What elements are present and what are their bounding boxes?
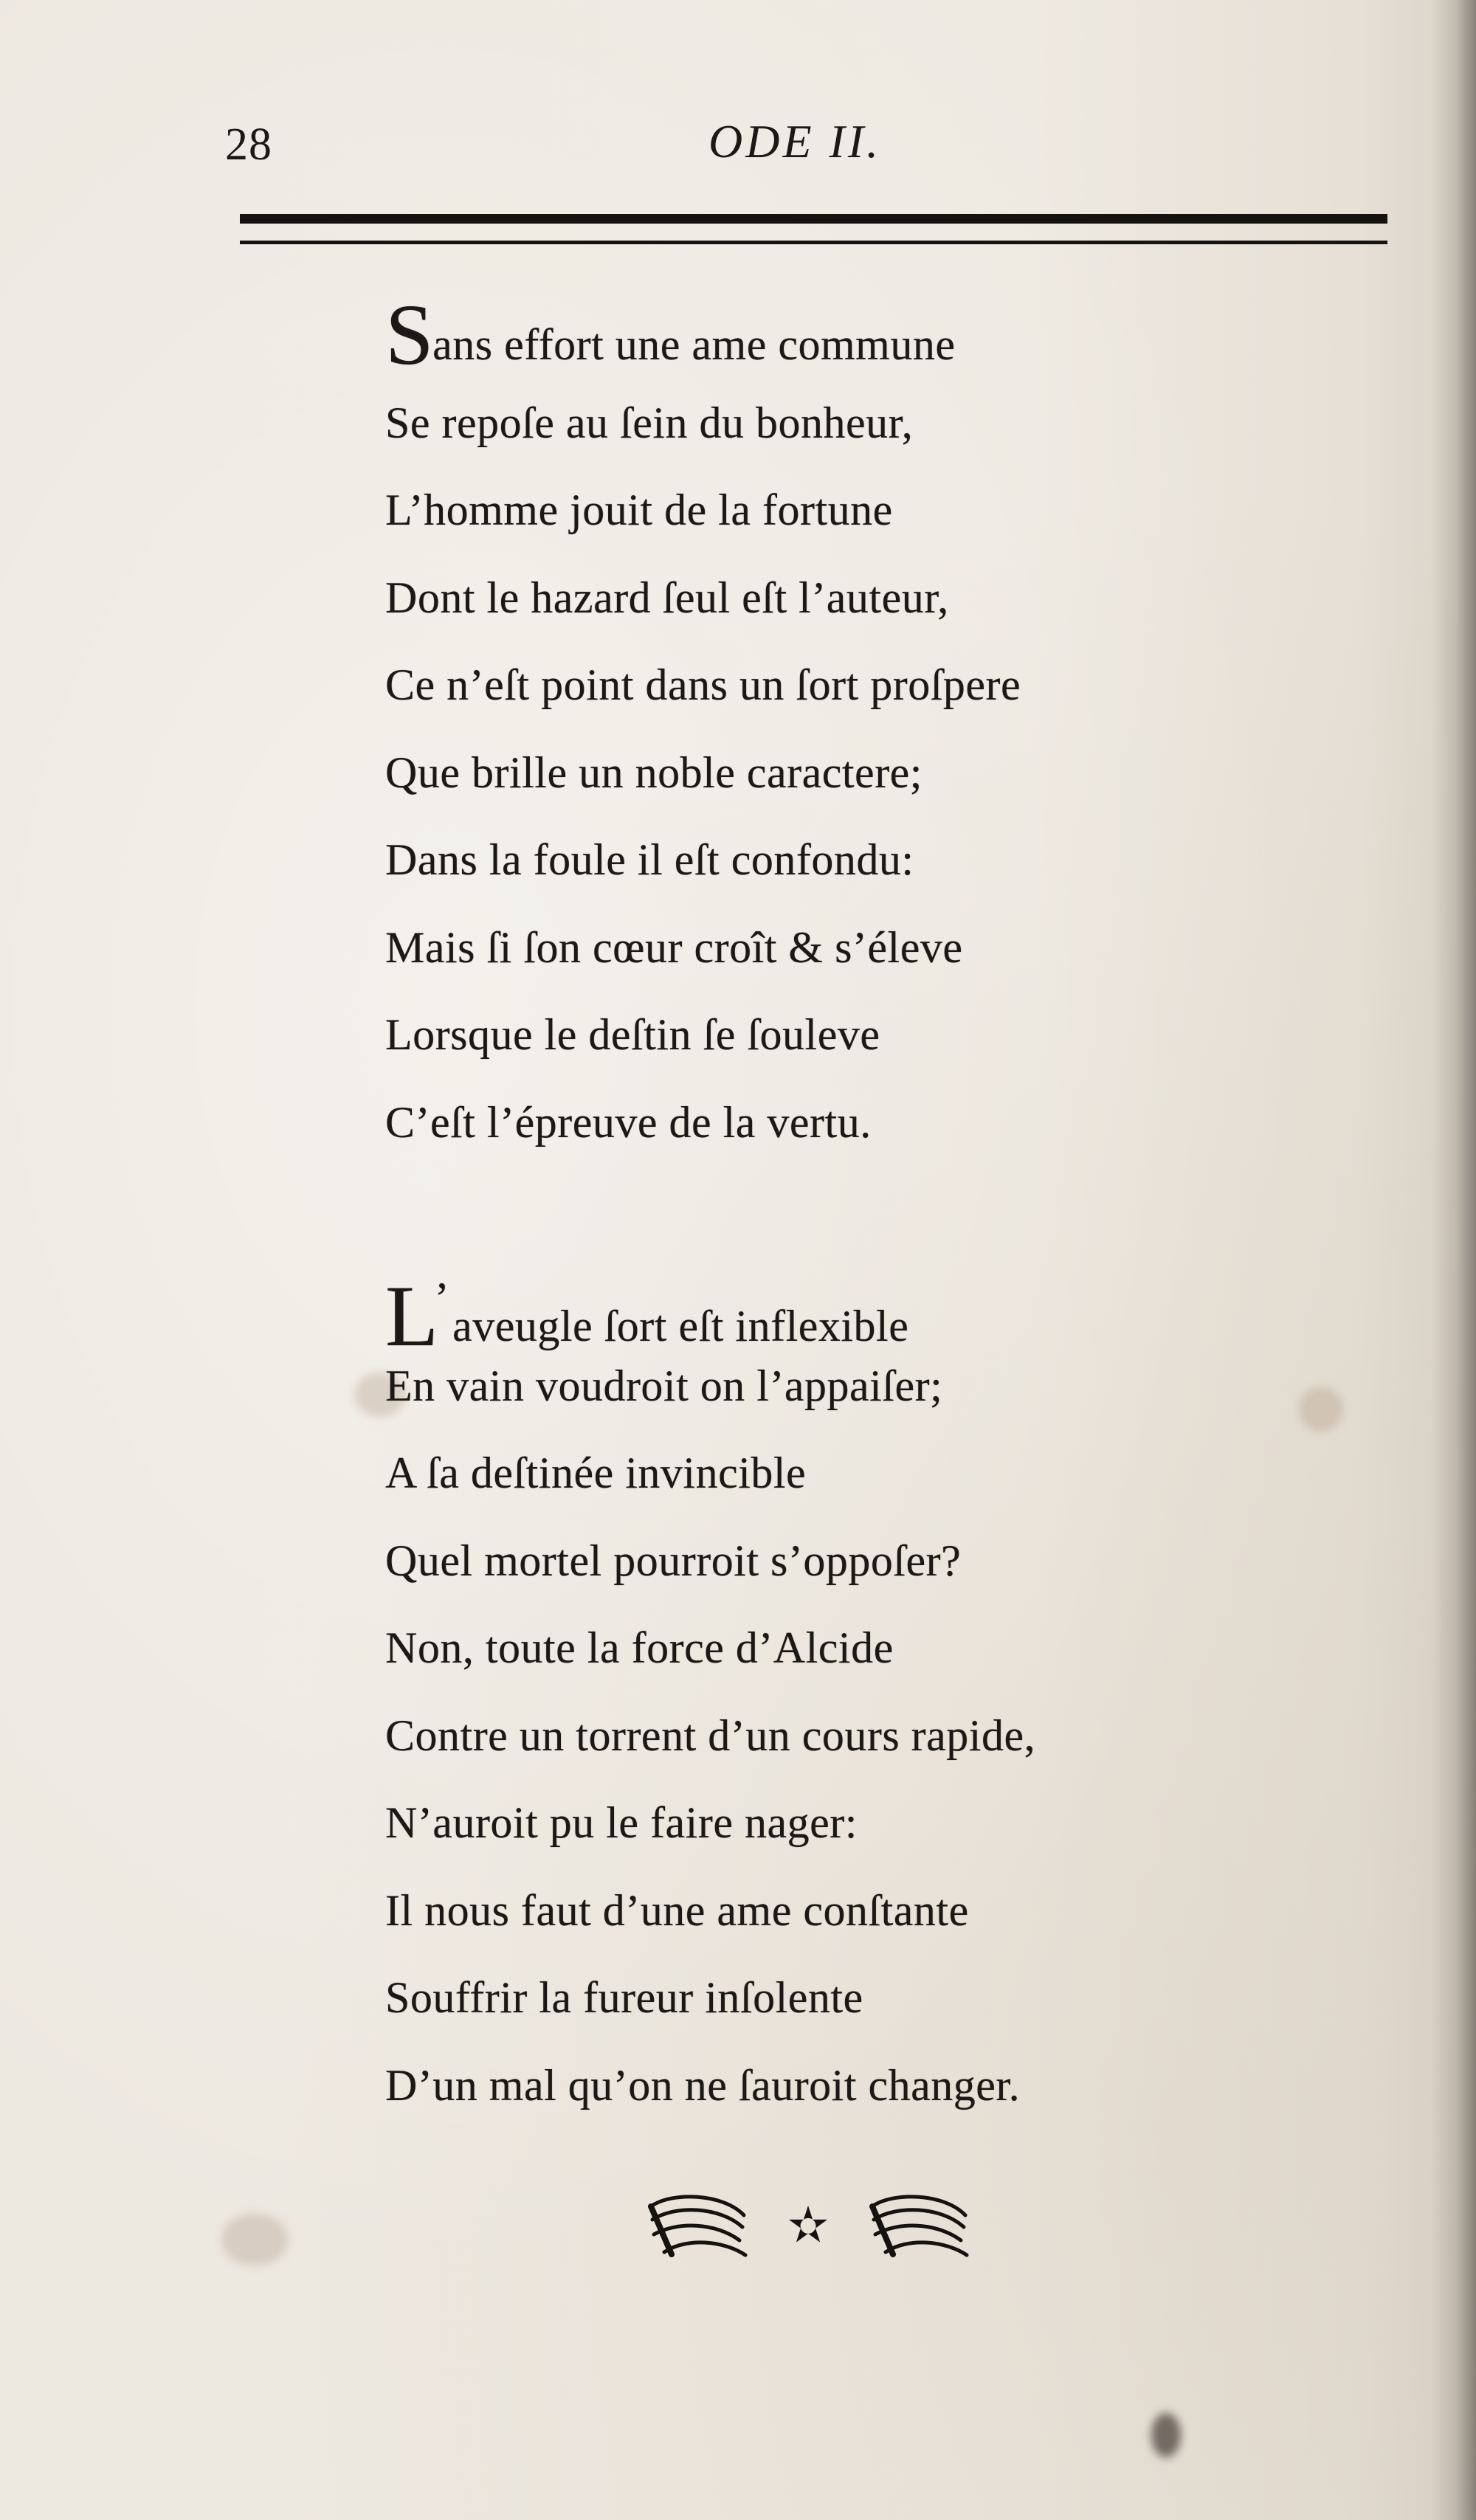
ink-spot: [1151, 2413, 1181, 2457]
verse-line: Souffrir la fureur inſolente: [385, 1973, 863, 2022]
verse-line: Lorsque le deſtin ſe ſouleve: [385, 1010, 880, 1059]
fleuron-tailpiece-icon: [642, 2184, 974, 2265]
fleuron-right-icon: [872, 2197, 967, 2255]
page-gutter-shadow: [1432, 0, 1476, 2520]
page-number: 28: [225, 120, 272, 170]
verse-line: Mais ſi ſon cœur croît & s’éleve: [385, 922, 963, 972]
header-rule-thick: [240, 214, 1387, 224]
header-rule-thin: [240, 241, 1387, 244]
verse-line: En vain voudroit on l’appaiſer;: [385, 1361, 943, 1410]
verse-line: Non, toute la force d’Alcide: [385, 1623, 894, 1672]
verse-line: Ce n’eſt point dans un ſort proſpere: [385, 660, 1021, 709]
verse-line: Quel mortel pourroit s’oppoſer?: [385, 1536, 962, 1585]
foxing-spot: [221, 2214, 288, 2265]
verse-line: L’homme jouit de la fortune: [385, 486, 893, 534]
verse-line: Dans la foule il eſt confondu:: [385, 835, 914, 884]
verse-line: Que brille un noble caractere;: [385, 748, 922, 797]
verse-line: Se repoſe au ſein du bonheur,: [385, 398, 914, 447]
verse-line: L’aveugle ſort eſt inflexible: [385, 1268, 909, 1364]
verse-line: C’eſt l’épreuve de la vertu.: [385, 1097, 872, 1147]
foxing-spot: [1299, 1387, 1343, 1432]
drop-initial: L: [385, 1268, 439, 1364]
fleuron-left-icon: [651, 2197, 745, 2255]
initial-apostrophe: ’: [434, 1274, 450, 1322]
verse-line: Contre un torrent d’un cours rapide,: [385, 1711, 1036, 1760]
fleuron-star-icon: ✫: [787, 2197, 829, 2254]
running-title: ODE II.: [708, 115, 882, 168]
stanza-1: [385, 286, 1021, 1166]
verse-line: Sans effort une ame commune: [385, 286, 956, 383]
verse-line: D’un mal qu’on ne ſauroit changer.: [385, 2060, 1021, 2110]
stanza-2: [385, 1254, 1035, 2129]
verse-line: N’auroit pu le faire nager:: [385, 1798, 858, 1847]
verse-line: Il nous faut d’une ame conſtante: [385, 1885, 969, 1935]
verse-line: A ſa deſtinée invincible: [385, 1449, 807, 1497]
drop-initial: S: [385, 286, 435, 383]
verse-line: Dont le hazard ſeul eſt l’auteur,: [385, 573, 949, 622]
